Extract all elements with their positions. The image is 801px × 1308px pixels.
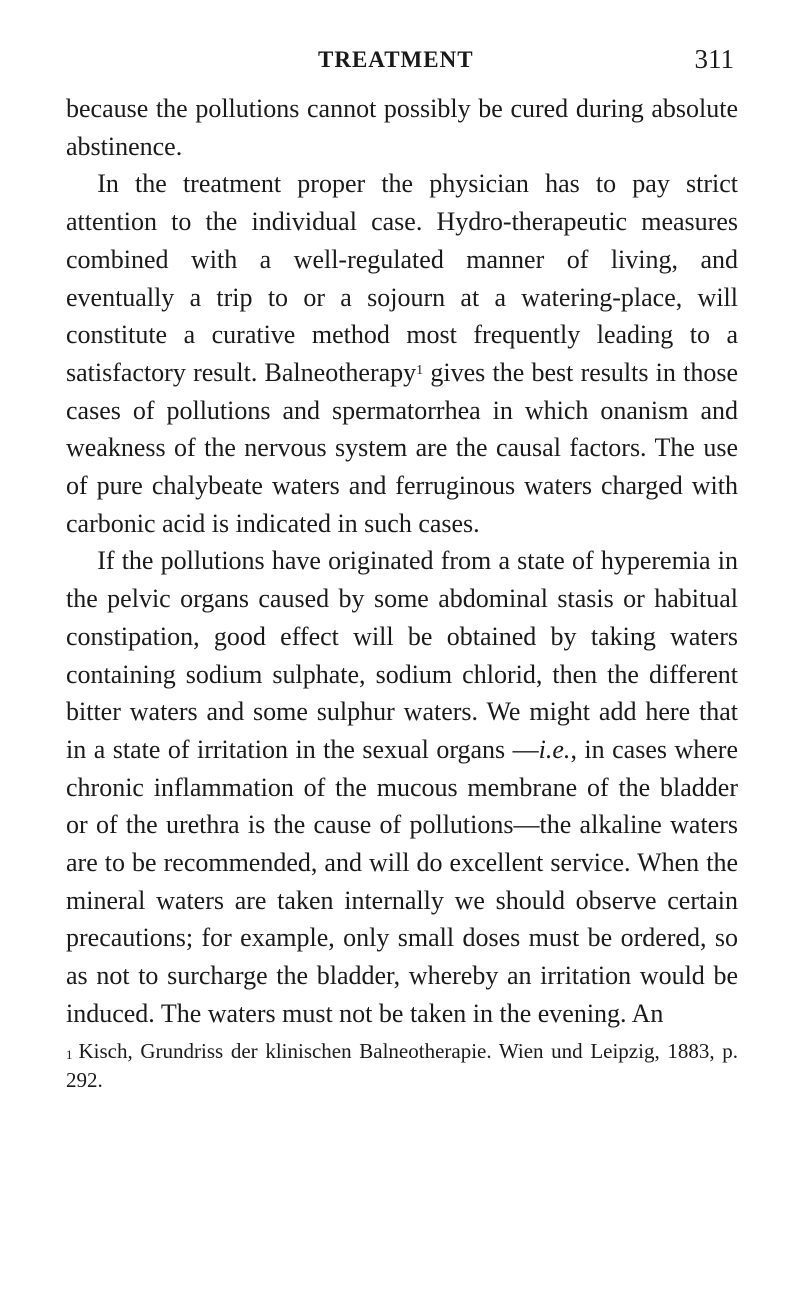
footnote bbox=[66, 1037, 738, 1095]
footnote-text: Kisch, Grundriss der klinischen Balneotherapie. Wien und Leipzig, 1883, p. 292. bbox=[66, 1038, 738, 1092]
paragraph-2-text-start: In the treatment proper the physician has to pay strict attention to the individual case. Hydro-therapeutic measures combined with a well-regulated manner of living, and eventually a trip to or a sojourn at a watering-place, will constitute a curative method most frequently leading to a satisfactory result. Balneotherapy bbox=[66, 169, 738, 387]
running-head bbox=[66, 0, 738, 90]
page-number: 311 bbox=[694, 44, 734, 74]
paragraph-3 bbox=[66, 542, 738, 1032]
paragraph-3-text-end: , in cases where chronic inflammation of the mucous membrane of the bladder or of the urethra is the cause of pollutions—the alkaline waters are to be recommended, and will do excellent service. When the mineral waters are taken internally we should observe certain precautions; for example, only small doses must be ordered, so as not to surcharge the bladder, whereby an irritation would be induced. The waters must not be taken in the evening. An bbox=[66, 734, 738, 1028]
paragraph-2-text-end: gives the best results in those cases of pollutions and spermatorrhea in which onanism and weakness of the nervous system are the causal factors. The use of pure chalybeate waters and ferruginous waters charged with carbonic acid is indicated in such cases. bbox=[66, 357, 738, 538]
paragraph-1-text: because the pollutions cannot possibly be cured during absolute abstinence. bbox=[66, 94, 738, 161]
running-head-title: TREATMENT bbox=[318, 47, 474, 72]
paragraph-3-text-start: If the pollutions have originated from a state of hyperemia in the pelvic organs caused by some abdominal stasis or habitual constipation, good effect will be obtained by taking waters containing sodium sulphate, sodium chlorid, then the different bitter waters and some sulphur waters. We might add here that in a state of irritation in the sexual organs — bbox=[66, 546, 738, 764]
body-text bbox=[66, 90, 738, 1033]
paragraph-2 bbox=[66, 165, 738, 542]
footnote-reference[interactable]: 1 bbox=[416, 362, 424, 378]
abbreviation-ie: i.e. bbox=[538, 734, 571, 764]
footnote-mark: 1 bbox=[66, 1046, 73, 1062]
paragraph-1 bbox=[66, 90, 738, 165]
book-page bbox=[66, 0, 738, 1095]
